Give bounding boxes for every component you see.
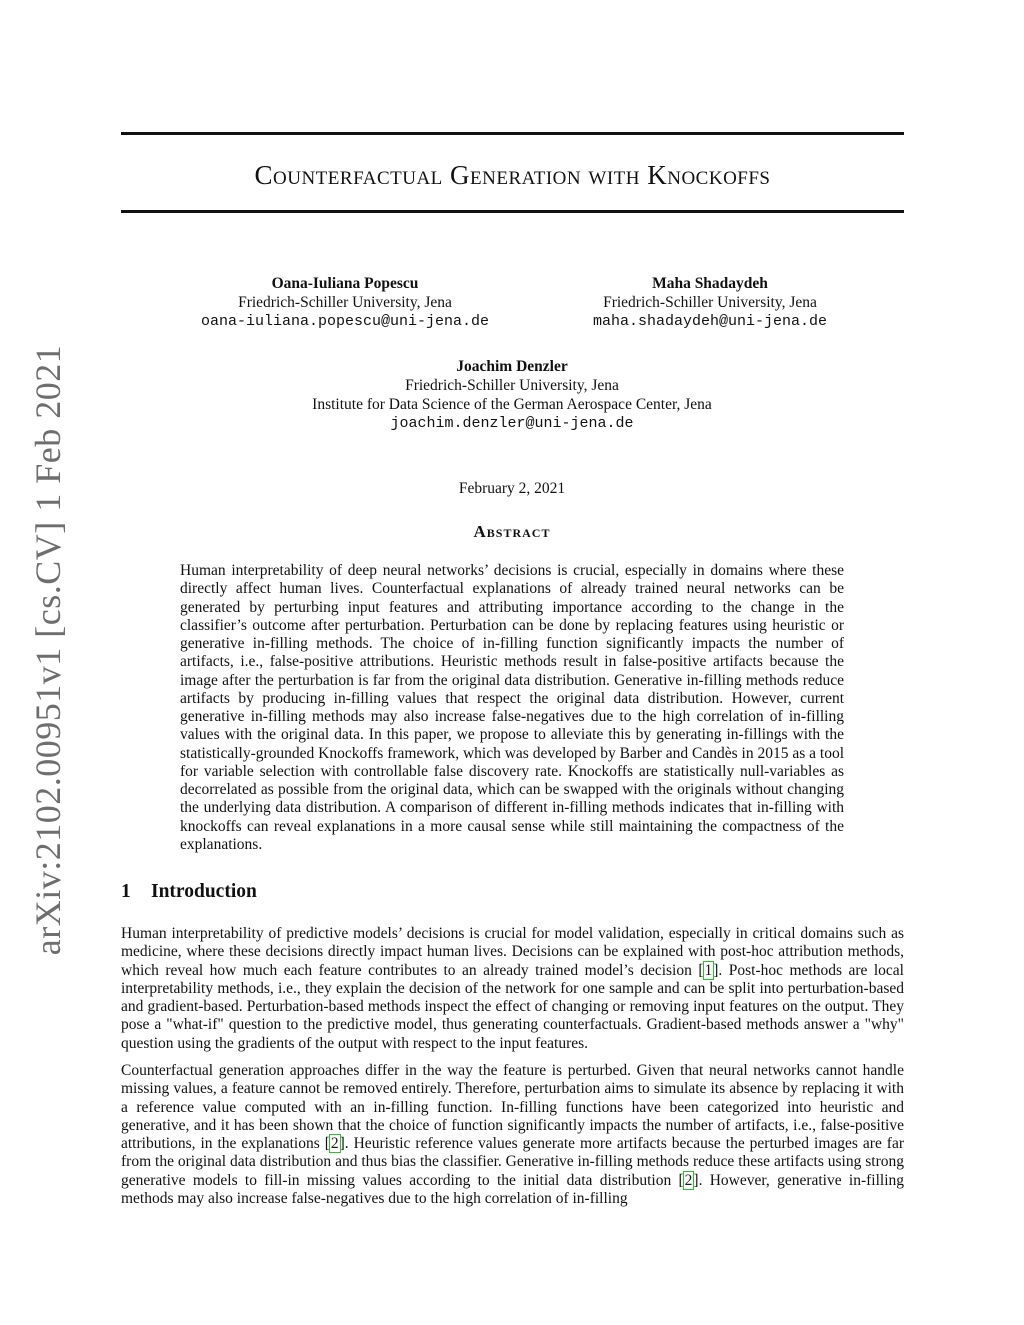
citation-link[interactable]: 1	[704, 961, 713, 979]
title-word: with	[588, 160, 640, 190]
paragraph-text: Counterfactual generation approaches differ in the way the feature is perturbed. Given that neural networks cannot handle missing values, a feature cannot be removed entirely. Therefore, perturbation aims to simulate its absence by replacing it with a reference value computed with an in-filling function. In-filling functions have been categorized into heuristic and generative, and it has been shown that the choice of function significantly impacts the number of artifacts, i.e., false-positive attributions, in the explanations [	[121, 1062, 904, 1152]
author-name: Oana-Iuliana Popescu	[271, 275, 419, 292]
author-affiliation: Friedrich-Schiller University, Jena	[603, 294, 817, 311]
abstract-heading: Abstract	[473, 522, 551, 541]
author-block	[212, 357, 812, 433]
paragraph-text: ]. However, generative in-filling methods may also increase false-negatives due to the high correlation of in-filling	[121, 1171, 905, 1207]
body-paragraph	[121, 925, 904, 1053]
paragraph-text: ]. Post-hoc methods are local interpretability methods, i.e., they explain the decision of the network for one sample and can be split into perturbation-based and gradient-based. Perturbation-based methods inspect the effect of changing or removing input features on the output. They pose a "what-if" question to the predictive model, thus generating counterfactuals. Gradient-based methods answer a "why" question using the gradients of the output with respect to the input features.	[121, 961, 904, 1052]
title-rule-bottom	[121, 210, 904, 213]
title-word: Knockoffs	[647, 160, 771, 190]
section-heading	[121, 881, 257, 903]
section-title: Introduction	[151, 881, 257, 902]
author-name: Maha Shadaydeh	[652, 275, 768, 292]
abstract-body: Human interpretability of deep neural networks’ decisions is crucial, especially in domains where these directly affect human lives. Counterfactual explanations of already trained neural networks can be generated by perturbing input features and attributing importance according to the change in the classifier’s outcome after perturbation. Perturbation can be done by replacing features using heuristic or generative in-filling methods. The choice of in-filling function significantly impacts the number of artifacts, i.e., false-positive attributions. Heuristic methods result in false-positive artifacts because the image after the perturbation is far from the original data distribution. Generative in-filling methods reduce artifacts by producing in-filling values that respect the original data distribution. However, current generative in-filling methods may also increase false-negatives due to the high correlation of in-filling values with the original data. In this paper, we propose to alleviate this by generating in-fillings with the statistically-grounded Knockoffs framework, which was developed by Barber and Candès in 2015 as a tool for variable selection with controllable false discovery rate. Knockoffs are statistically null-variables as decorrelated as possible from the original data, which can be swapped with the originals without changing the underlying data distribution. A comparison of different in-filling methods indicates that in-filling with knockoffs can reveal explanations in a more causal sense while still maintaining the compactness of the explanations.	[180, 562, 844, 853]
title-word: Generation	[450, 160, 582, 190]
author-affiliation-secondary: Institute for Data Science of the German Aerospace Center, Jena	[312, 396, 712, 413]
title-word: Counterfactual	[254, 160, 443, 190]
citation-link[interactable]: 2	[330, 1135, 339, 1152]
author-email[interactable]: joachim.denzler@uni-jena.de	[390, 415, 634, 432]
author-affiliation: Friedrich-Schiller University, Jena	[238, 294, 452, 311]
author-name: Joachim Denzler	[456, 358, 568, 375]
citation-link[interactable]: 2	[684, 1171, 693, 1189]
author-affiliation: Friedrich-Schiller University, Jena	[405, 377, 619, 394]
arxiv-stamp: arXiv:2102.00951v1 [cs.CV] 1 Feb 2021	[28, 344, 68, 956]
paragraph-text: ]. Heuristic reference values generate more artifacts because the perturbed images are far from the original data distribution and thus bias the classifier. Generative in-filling methods reduce these artifacts using strong generative models to fill-in missing values according to the initial data distribution [	[121, 1135, 904, 1189]
author-block	[175, 274, 515, 331]
author-email[interactable]: maha.shadaydeh@uni-jena.de	[592, 313, 828, 330]
paragraph-text: Human interpretability of predictive models’ decisions is crucial for model validation, especially in critical domains such as medicine, where these decisions directly impact human lives. Decisions can be explained with post-hoc attribution methods, which reveal how much each feature contributes to an already trained model’s decision [	[121, 925, 904, 979]
author-email[interactable]: oana-iuliana.popescu@uni-jena.de	[200, 313, 490, 330]
section-number: 1	[121, 881, 131, 902]
author-block	[540, 274, 880, 331]
body-paragraph	[121, 1062, 904, 1208]
paper-date: February 2, 2021	[458, 480, 566, 497]
title-rule-top	[121, 132, 904, 135]
paper-title	[121, 160, 904, 191]
